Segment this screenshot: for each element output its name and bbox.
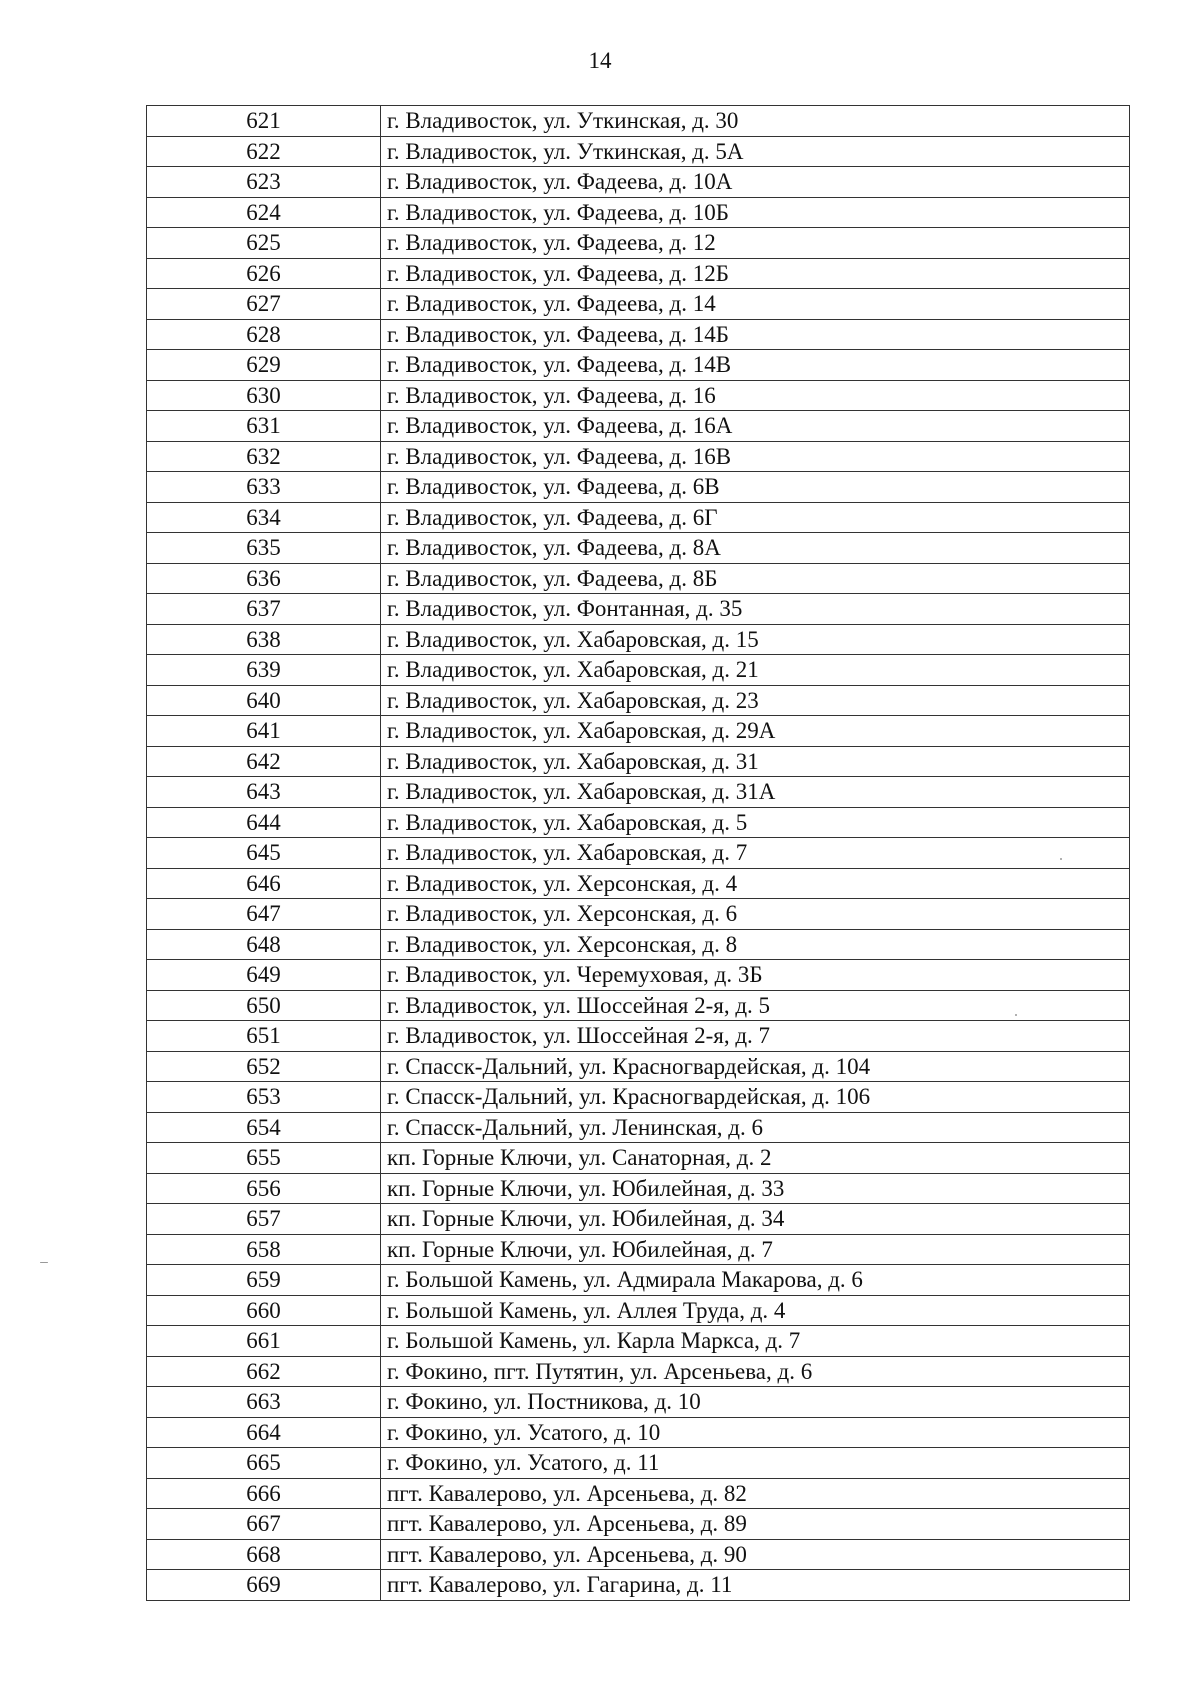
table-row [147, 136, 1130, 167]
scan-speck [1060, 858, 1062, 860]
table-row [147, 472, 1130, 503]
row-number-cell: 634 [147, 502, 381, 533]
table-row [147, 1478, 1130, 1509]
address-cell: г. Владивосток, ул. Фадеева, д. 16 [381, 380, 1130, 411]
address-cell: г. Владивосток, ул. Херсонская, д. 4 [381, 868, 1130, 899]
address-cell: г. Владивосток, ул. Фадеева, д. 10А [381, 167, 1130, 198]
address-cell: г. Владивосток, ул. Фадеева, д. 14 [381, 289, 1130, 320]
row-number-cell: 665 [147, 1448, 381, 1479]
table-row [147, 1387, 1130, 1418]
address-cell: г. Спасск-Дальний, ул. Красногвардейская, д. 106 [381, 1082, 1130, 1113]
row-number-cell: 640 [147, 685, 381, 716]
address-cell: г. Большой Камень, ул. Карла Маркса, д. 7 [381, 1326, 1130, 1357]
address-cell: г. Владивосток, ул. Уткинская, д. 5А [381, 136, 1130, 167]
table-row [147, 685, 1130, 716]
table-row [147, 1417, 1130, 1448]
row-number-cell: 647 [147, 899, 381, 930]
address-cell: г. Владивосток, ул. Шоссейная 2-я, д. 7 [381, 1021, 1130, 1052]
address-cell: г. Владивосток, ул. Фадеева, д. 16В [381, 441, 1130, 472]
table-row [147, 899, 1130, 930]
address-cell: г. Владивосток, ул. Фонтанная, д. 35 [381, 594, 1130, 625]
address-table-body [147, 106, 1130, 1601]
address-cell: г. Фокино, ул. Усатого, д. 10 [381, 1417, 1130, 1448]
table-row [147, 1295, 1130, 1326]
row-number-cell: 654 [147, 1112, 381, 1143]
table-row [147, 319, 1130, 350]
table-row [147, 258, 1130, 289]
table-row [147, 1173, 1130, 1204]
row-number-cell: 651 [147, 1021, 381, 1052]
scan-speck [40, 1262, 48, 1263]
address-table [146, 105, 1130, 1601]
table-row [147, 777, 1130, 808]
table-row [147, 380, 1130, 411]
table-row [147, 289, 1130, 320]
table-row [147, 716, 1130, 747]
row-number-cell: 630 [147, 380, 381, 411]
table-row [147, 1234, 1130, 1265]
address-table-wrapper [146, 105, 1130, 1601]
row-number-cell: 644 [147, 807, 381, 838]
row-number-cell: 638 [147, 624, 381, 655]
row-number-cell: 628 [147, 319, 381, 350]
row-number-cell: 637 [147, 594, 381, 625]
table-row [147, 1082, 1130, 1113]
row-number-cell: 632 [147, 441, 381, 472]
address-cell: г. Фокино, ул. Усатого, д. 11 [381, 1448, 1130, 1479]
address-cell: г. Большой Камень, ул. Адмирала Макарова, д. 6 [381, 1265, 1130, 1296]
row-number-cell: 667 [147, 1509, 381, 1540]
row-number-cell: 657 [147, 1204, 381, 1235]
table-row [147, 624, 1130, 655]
row-number-cell: 627 [147, 289, 381, 320]
table-row [147, 655, 1130, 686]
table-row [147, 594, 1130, 625]
row-number-cell: 629 [147, 350, 381, 381]
address-cell: г. Владивосток, ул. Хабаровская, д. 21 [381, 655, 1130, 686]
address-cell: г. Владивосток, ул. Фадеева, д. 14В [381, 350, 1130, 381]
row-number-cell: 633 [147, 472, 381, 503]
row-number-cell: 631 [147, 411, 381, 442]
row-number-cell: 623 [147, 167, 381, 198]
row-number-cell: 655 [147, 1143, 381, 1174]
address-cell: г. Владивосток, ул. Уткинская, д. 30 [381, 106, 1130, 137]
row-number-cell: 668 [147, 1539, 381, 1570]
row-number-cell: 642 [147, 746, 381, 777]
row-number-cell: 641 [147, 716, 381, 747]
row-number-cell: 650 [147, 990, 381, 1021]
address-cell: г. Владивосток, ул. Херсонская, д. 8 [381, 929, 1130, 960]
table-row [147, 441, 1130, 472]
address-cell: г. Владивосток, ул. Хабаровская, д. 31 [381, 746, 1130, 777]
table-row [147, 929, 1130, 960]
table-row [147, 868, 1130, 899]
row-number-cell: 660 [147, 1295, 381, 1326]
address-cell: кп. Горные Ключи, ул. Юбилейная, д. 7 [381, 1234, 1130, 1265]
address-cell: г. Владивосток, ул. Фадеева, д. 10Б [381, 197, 1130, 228]
table-row [147, 228, 1130, 259]
row-number-cell: 626 [147, 258, 381, 289]
row-number-cell: 652 [147, 1051, 381, 1082]
address-cell: г. Владивосток, ул. Хабаровская, д. 29А [381, 716, 1130, 747]
address-cell: г. Владивосток, ул. Фадеева, д. 6В [381, 472, 1130, 503]
table-row [147, 106, 1130, 137]
table-row [147, 1204, 1130, 1235]
address-cell: пгт. Кавалерово, ул. Арсеньева, д. 82 [381, 1478, 1130, 1509]
table-row [147, 960, 1130, 991]
row-number-cell: 659 [147, 1265, 381, 1296]
address-cell: г. Владивосток, ул. Фадеева, д. 14Б [381, 319, 1130, 350]
address-cell: г. Владивосток, ул. Фадеева, д. 12Б [381, 258, 1130, 289]
address-cell: г. Фокино, ул. Постникова, д. 10 [381, 1387, 1130, 1418]
address-cell: г. Владивосток, ул. Хабаровская, д. 15 [381, 624, 1130, 655]
address-cell: г. Спасск-Дальний, ул. Красногвардейская, д. 104 [381, 1051, 1130, 1082]
address-cell: пгт. Кавалерово, ул. Арсеньева, д. 90 [381, 1539, 1130, 1570]
table-row [147, 1539, 1130, 1570]
address-cell: пгт. Кавалерово, ул. Гагарина, д. 11 [381, 1570, 1130, 1601]
address-cell: г. Владивосток, ул. Хабаровская, д. 5 [381, 807, 1130, 838]
row-number-cell: 643 [147, 777, 381, 808]
scan-speck [1015, 1014, 1017, 1016]
row-number-cell: 658 [147, 1234, 381, 1265]
table-row [147, 1051, 1130, 1082]
table-row [147, 502, 1130, 533]
address-cell: г. Владивосток, ул. Фадеева, д. 8Б [381, 563, 1130, 594]
row-number-cell: 648 [147, 929, 381, 960]
address-cell: г. Владивосток, ул. Фадеева, д. 6Г [381, 502, 1130, 533]
table-row [147, 197, 1130, 228]
row-number-cell: 662 [147, 1356, 381, 1387]
table-row [147, 1265, 1130, 1296]
table-row [147, 1448, 1130, 1479]
address-cell: кп. Горные Ключи, ул. Юбилейная, д. 33 [381, 1173, 1130, 1204]
table-row [147, 1021, 1130, 1052]
row-number-cell: 624 [147, 197, 381, 228]
row-number-cell: 653 [147, 1082, 381, 1113]
address-cell: г. Владивосток, ул. Херсонская, д. 6 [381, 899, 1130, 930]
row-number-cell: 639 [147, 655, 381, 686]
row-number-cell: 635 [147, 533, 381, 564]
table-row [147, 533, 1130, 564]
row-number-cell: 646 [147, 868, 381, 899]
table-row [147, 350, 1130, 381]
row-number-cell: 625 [147, 228, 381, 259]
row-number-cell: 669 [147, 1570, 381, 1601]
table-row [147, 1570, 1130, 1601]
row-number-cell: 649 [147, 960, 381, 991]
address-cell: г. Большой Камень, ул. Аллея Труда, д. 4 [381, 1295, 1130, 1326]
address-cell: г. Владивосток, ул. Хабаровская, д. 7 [381, 838, 1130, 869]
row-number-cell: 622 [147, 136, 381, 167]
address-cell: г. Спасск-Дальний, ул. Ленинская, д. 6 [381, 1112, 1130, 1143]
row-number-cell: 661 [147, 1326, 381, 1357]
row-number-cell: 666 [147, 1478, 381, 1509]
address-cell: г. Фокино, пгт. Путятин, ул. Арсеньева, д. 6 [381, 1356, 1130, 1387]
address-cell: кп. Горные Ключи, ул. Юбилейная, д. 34 [381, 1204, 1130, 1235]
row-number-cell: 645 [147, 838, 381, 869]
address-cell: г. Владивосток, ул. Фадеева, д. 12 [381, 228, 1130, 259]
address-cell: г. Владивосток, ул. Фадеева, д. 8А [381, 533, 1130, 564]
row-number-cell: 656 [147, 1173, 381, 1204]
address-cell: г. Владивосток, ул. Хабаровская, д. 31А [381, 777, 1130, 808]
table-row [147, 746, 1130, 777]
table-row [147, 411, 1130, 442]
table-row [147, 807, 1130, 838]
address-cell: г. Владивосток, ул. Хабаровская, д. 23 [381, 685, 1130, 716]
row-number-cell: 663 [147, 1387, 381, 1418]
page-number: 14 [588, 48, 612, 73]
row-number-cell: 636 [147, 563, 381, 594]
address-cell: г. Владивосток, ул. Черемуховая, д. 3Б [381, 960, 1130, 991]
address-cell: кп. Горные Ключи, ул. Санаторная, д. 2 [381, 1143, 1130, 1174]
address-cell: пгт. Кавалерово, ул. Арсеньева, д. 89 [381, 1509, 1130, 1540]
table-row [147, 167, 1130, 198]
table-row [147, 838, 1130, 869]
row-number-cell: 621 [147, 106, 381, 137]
table-row [147, 990, 1130, 1021]
table-row [147, 1326, 1130, 1357]
table-row [147, 563, 1130, 594]
table-row [147, 1356, 1130, 1387]
row-number-cell: 664 [147, 1417, 381, 1448]
address-cell: г. Владивосток, ул. Шоссейная 2-я, д. 5 [381, 990, 1130, 1021]
address-cell: г. Владивосток, ул. Фадеева, д. 16А [381, 411, 1130, 442]
table-row [147, 1143, 1130, 1174]
table-row [147, 1112, 1130, 1143]
table-row [147, 1509, 1130, 1540]
